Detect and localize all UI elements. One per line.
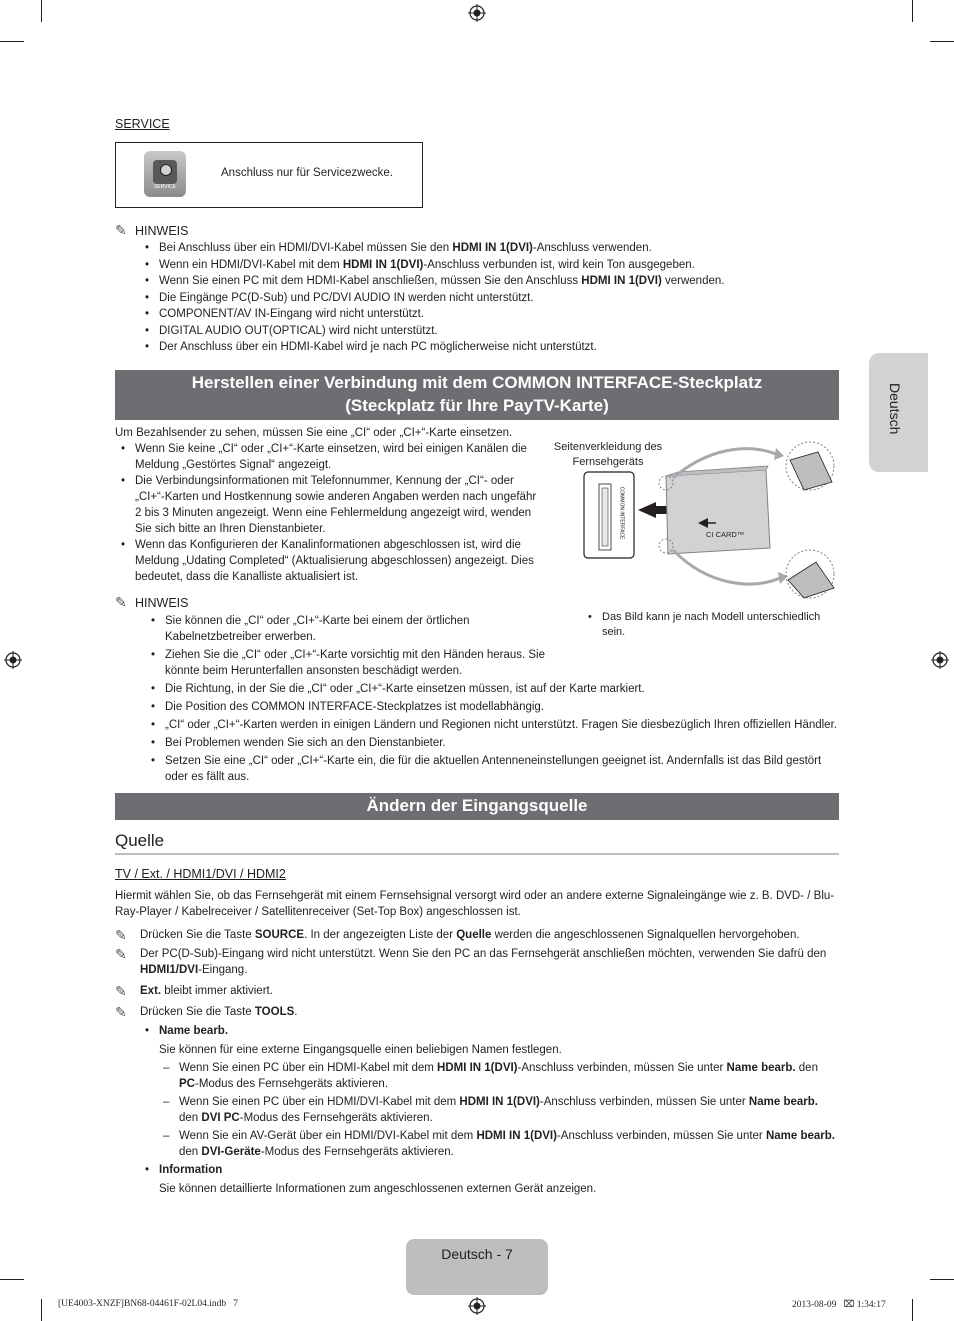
note-icon: ✎ [115,946,127,962]
ci-hinweis-item: • Die Position des COMMON INTERFACE-Steckplatzes ist modellabhängig. [145,699,843,715]
information-desc: Sie können detaillierte Informationen zum angeschlossenen externen Gerät anzeigen. [159,1183,597,1195]
ci-figure-note-text: • Das Bild kann je nach Modell unterschiedlich sein. [582,610,832,640]
source-subheading: TV / Ext. / HDMI1/DVI / HDMI2 [115,867,286,881]
source-note-2: ✎ Der PC(D-Sub)-Eingang wird nicht unterstützt. Wenn Sie den PC an das Fernsehgerät anschließen möchten, verwenden Sie dafrü den HDMI1/DVI-Eingang. [115,946,827,976]
source-subtitle-rule [115,853,839,855]
hinweis-1 [115,222,845,355]
information-item: • Information Sie können detaillierte Informationen zum angeschlossenen externen Gerät anzeigen. [139,1162,840,1197]
source-note-1: ✎ Drücken Sie die Taste SOURCE. In der angezeigten Liste der Quelle werden die angeschlossenen Signalquellen hervorgehoben. [115,927,800,943]
page-number-tab [406,1239,548,1295]
page-number-label: Deutsch - 7 [441,1246,513,1262]
ci-hinweis-title: HINWEIS [135,596,189,610]
note-icon: ✎ [115,1004,127,1020]
note-icon: ✎ [115,983,127,999]
ci-hinweis-item: • Setzen Sie eine „CI“ oder „CI+“-Karte ein, die für die aktuellen Antenneneinstellungen geeignet ist. Andernfalls ist das Bild gestört oder es fällt aus. [145,753,843,785]
hinweis-1-item: • Wenn ein HDMI/DVI-Kabel mit dem HDMI IN 1(DVI)-Anschluss verbunden ist, wird kein Ton ausgegeben. [139,257,845,273]
crop-mark [0,41,24,42]
ci-hinweis-item: • „CI“ oder „CI+“-Karten werden in einigen Ländern und Regionen nicht unterstützt. Fragen Sie diesbezüglich Ihren offiziellen Händler. [145,717,843,733]
crop-mark [41,0,42,22]
hinweis-1-item: • Der Anschluss über ein HDMI-Kabel wird je nach PC möglicherweise nicht unterstützt. [139,339,845,355]
ci-figure-caption: Seitenverkleidung des Fernsehgeräts [553,441,663,468]
registration-mark-icon [468,4,486,22]
ci-bullets [115,441,540,585]
registration-mark-icon [4,651,22,669]
hinweis-1-item: • DIGITAL AUDIO OUT(OPTICAL) wird nicht unterstützt. [139,323,845,339]
hinweis-1-title: HINWEIS [135,224,189,238]
ci-figure-drawing [548,438,840,608]
service-port-icon [144,151,186,197]
language-side-tab-label: Deutsch [887,383,903,435]
ci-section-header [115,370,839,420]
service-heading: SERVICE [115,117,170,131]
ci-hinweis-item: • Die Richtung, in der Sie die „CI“ oder „CI+“-Karte einsetzen müssen, ist auf der Karte markiert. [145,681,843,697]
ci-section-title-line2: (Steckplatz für Ihre PayTV-Karte) [345,396,609,415]
ci-card-label: CI CARD™ [706,530,745,539]
ci-bullet-item: • Die Verbindungsinformationen mit Telefonnummer, Kennung der „CI“- oder „CI+“-Karten und Hostkennung sowie anderen Angaben werden nach ungefähr 2 bis 3 Minuten angezeigt. Wenn eine Fehlermeldung angezeigt wird, wenden Sie sich bitte an Ihren Dienstanbieter. [115,473,540,537]
name-bearb-subitem: – Wenn Sie einen PC über ein HDMI/DVI-Kabel mit dem HDMI IN 1(DVI)-Anschluss verbinden, müssen Sie unter Name bearb. den DVI PC-Modus des Fernsehgeräts aktivieren. [159,1094,840,1126]
hinweis-1-item: • Bei Anschluss über ein HDMI/DVI-Kabel müssen Sie den HDMI IN 1(DVI)-Anschluss verwenden. [139,240,845,256]
ci-left-text [115,425,540,585]
hinweis-1-list [139,240,845,355]
service-box [115,142,423,208]
ci-hinweis-item: • Ziehen Sie die „CI“ oder „CI+“-Karte vorsichtig mit den Händen heraus. Sie könnte beim Herunterfallen ansonsten beschädigt werden. [145,647,545,679]
crop-mark [930,41,954,42]
ci-section-title-line1: Herstellen einer Verbindung mit dem COMMON INTERFACE-Steckplatz [191,373,763,392]
note-icon: ✎ [115,222,127,238]
registration-mark-icon [931,651,949,669]
name-bearb-subitem: – Wenn Sie ein AV-Gerät über ein HDMI/DVI-Kabel mit dem HDMI IN 1(DVI)-Anschluss verbinden, müssen Sie unter Name bearb. den DVI-Geräte-Modus des Fernsehgeräts aktivieren. [159,1128,840,1160]
source-note-3: ✎ Ext. bleibt immer aktiviert. [115,983,273,999]
source-intro: Hiermit wählen Sie, ob das Fernsehgerät mit einem Fernsehsignal versorgt wird oder an andere externe Signaleingänge wie z. B. DVD- / Blu-Ray-Player / Kabelreceiver / Satellitenreceiver (Set-Top Box) angeschlossen ist. [115,890,835,918]
hinweis-1-item: • Die Eingänge PC(D-Sub) und PC/DVI AUDIO IN werden nicht unterstützt. [139,290,845,306]
source-subtitle: Quelle [115,831,165,850]
note-icon: ✎ [115,927,127,943]
ci-slot-label: COMMON INTERFACE [618,486,625,540]
name-bearb-item: • Name bearb. Sie können für eine externe Eingangsquelle einen beliebigen Namen festlegen. – Wenn Sie einen PC über ein HDMI-Kabel mit dem HDMI IN 1(DVI)-Anschluss verbinden, müssen Sie unter Name bearb. den PC-Modus des Fernsehgeräts aktivieren. – Wenn Sie einen PC über ein HDMI/DVI-Kabel mit dem HDMI IN 1(DVI)-Anschluss verbinden, müssen Sie unter Name bearb. den DVI PC-Modus des Fernsehgeräts aktivieren. – Wenn Sie ein AV-Gerät über ein HDMI/DVI-Kabel mit dem HDMI IN 1(DVI)-Anschluss verbinden, müssen Sie unter Name bearb. den DVI-Geräte-Modus des Fernsehgeräts aktivieren. [139,1023,840,1160]
source-section-header: Ändern der Eingangsquelle [115,793,839,820]
crop-mark [930,1279,954,1280]
crop-mark [912,0,913,22]
note-icon: ✎ [115,594,127,610]
ci-figure [548,438,840,608]
hinweis-1-item: • Wenn Sie einen PC mit dem HDMI-Kabel anschließen, müssen Sie den Anschluss HDMI IN 1(DVI) verwenden. [139,273,845,289]
ci-hinweis-item: • Bei Problemen wenden Sie sich an den Dienstanbieter. [145,735,843,751]
source-body [115,888,840,1197]
ci-figure-note [582,610,832,640]
hinweis-1-item: • COMPONENT/AV IN-Eingang wird nicht unterstützt. [139,306,845,322]
registration-mark-icon [468,1297,486,1315]
name-bearb-subitem: – Wenn Sie einen PC über ein HDMI-Kabel mit dem HDMI IN 1(DVI)-Anschluss verbinden, müssen Sie unter Name bearb. den PC-Modus des Fernsehgeräts aktivieren. [159,1060,840,1092]
print-info-left: [UE4003-XNZF]BN68-04461F-02L04.indb 7 [58,1299,238,1309]
ci-bullet-item: • Wenn Sie keine „CI“ oder „CI+“-Karte einsetzen, wird bei einigen Kanälen die Meldung „Gestörtes Signal“ angezeigt. [115,441,540,473]
service-port-label: SERVICE [154,184,176,190]
service-box-text: Anschluss nur für Servicezwecke. [221,167,393,179]
source-note-4: ✎ Drücken Sie die Taste TOOLS. [115,1004,298,1020]
crop-mark [41,1299,42,1321]
crop-mark [0,1279,24,1280]
ci-intro: Um Bezahlsender zu sehen, müssen Sie eine „CI“ oder „CI+“-Karte einsetzen. [115,427,513,439]
ci-bullet-item: • Wenn das Konfigurieren der Kanalinformationen abgeschlossen ist, wird die Meldung „Udating Completed“ (Aktualisierung abgeschlossen) angezeigt. Dies bedeutet, dass die Kanalliste aktualisiert ist. [115,537,540,585]
language-side-tab [869,353,928,472]
print-info-right: 2013-08-09 ⌧ 1:34:17 [792,1300,886,1310]
name-bearb-desc: Sie können für eine externe Eingangsquelle einen beliebigen Namen festlegen. [159,1044,562,1056]
ci-hinweis-item: • Sie können die „CI“ oder „CI+“-Karte bei einem der örtlichen Kabelnetzbetreiber erwerben. [145,613,505,645]
crop-mark [912,1299,913,1321]
name-bearb-list [159,1060,840,1160]
